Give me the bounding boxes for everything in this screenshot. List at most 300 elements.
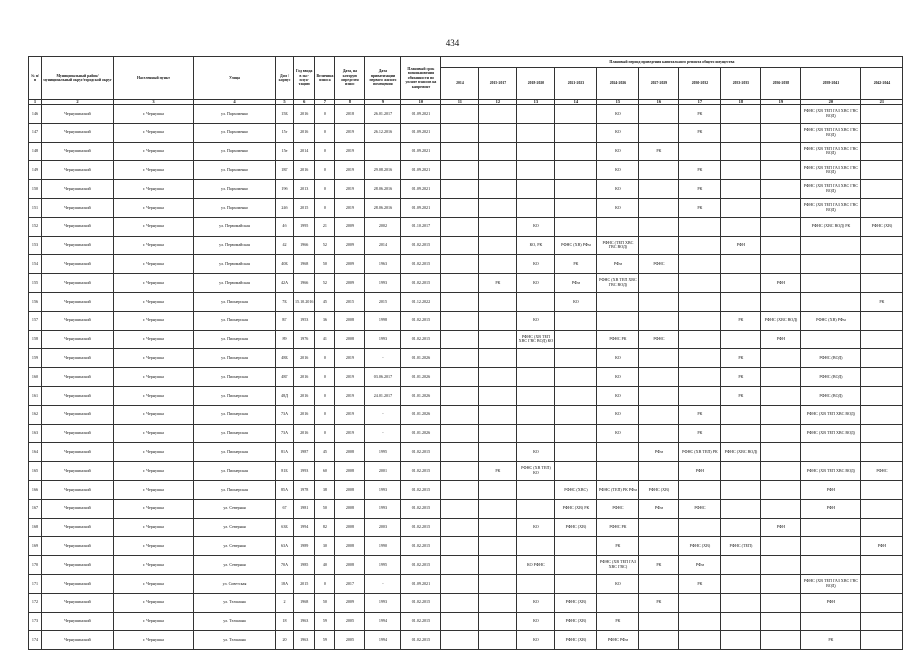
municipality-cell: Чернушинский <box>42 142 114 161</box>
row-number: 171 <box>29 574 42 593</box>
header-wear: Величина износа <box>315 57 335 100</box>
municipality-cell: Чернушинский <box>42 518 114 537</box>
period-cell <box>721 518 761 537</box>
period-cell <box>721 292 761 311</box>
period-cell: РК <box>721 386 761 405</box>
wear-cell: 0 <box>315 405 335 424</box>
row-number: 160 <box>29 368 42 387</box>
privatization-cell: 2015 <box>365 292 401 311</box>
date-cell: 2017 <box>335 574 365 593</box>
municipality-cell: Чернушинский <box>42 499 114 518</box>
period-cell <box>679 631 721 650</box>
period-cell <box>861 180 903 199</box>
locality-cell: г. Чернушка <box>114 217 194 236</box>
period-cell <box>639 368 679 387</box>
period-cell: РФНС (ХВ ТЕП ХВС ВОД) <box>801 462 861 481</box>
period-cell: РФН <box>761 518 801 537</box>
table-row <box>29 217 903 236</box>
period-cell: РФНС (ХВ ТЕП ГАЗ ХВС ГВС ВОД) <box>801 198 861 217</box>
wear-cell: 50 <box>315 499 335 518</box>
period-cell <box>597 292 639 311</box>
wear-cell: 0 <box>315 123 335 142</box>
period-cell <box>861 424 903 443</box>
period-cell <box>861 123 903 142</box>
period-cell <box>479 386 517 405</box>
street-cell: ул. Пионерская <box>194 462 276 481</box>
period-cell <box>441 123 479 142</box>
period-cell: РФм <box>639 443 679 462</box>
row-number: 157 <box>29 311 42 330</box>
period-cell: КО <box>597 123 639 142</box>
municipality-cell: Чернушинский <box>42 105 114 124</box>
period-cell: КО <box>597 424 639 443</box>
row-number: 162 <box>29 405 42 424</box>
header-period: 2018-2020 <box>517 68 555 100</box>
header-period: 2014 <box>441 68 479 100</box>
table-row <box>29 180 903 199</box>
municipality-cell: Чернушинский <box>42 255 114 274</box>
period-cell: КО <box>517 274 555 293</box>
street-cell: ул. Пионерская <box>194 424 276 443</box>
period-cell: КО <box>597 405 639 424</box>
year-cell: 1963 <box>294 612 315 631</box>
period-cell: РК <box>801 631 861 650</box>
period-cell <box>761 255 801 274</box>
period-cell <box>761 386 801 405</box>
period-cell <box>761 123 801 142</box>
locality-cell: г. Чернушка <box>114 349 194 368</box>
deadline-cell: 01.09.2021 <box>401 161 441 180</box>
deadline-cell: 01.02.2015 <box>401 518 441 537</box>
locality-cell: г. Чернушка <box>114 612 194 631</box>
period-cell <box>441 405 479 424</box>
period-cell <box>555 217 597 236</box>
row-number: 151 <box>29 198 42 217</box>
period-cell <box>517 142 555 161</box>
date-cell: 2018 <box>335 105 365 124</box>
period-cell <box>761 217 801 236</box>
period-cell <box>639 105 679 124</box>
period-cell: РФНС (ВОД) <box>801 349 861 368</box>
period-cell: РФНС (ХВ) <box>555 612 597 631</box>
municipality-cell: Чернушинский <box>42 311 114 330</box>
street-cell: ул. Пионерская <box>194 405 276 424</box>
period-cell <box>679 217 721 236</box>
capital-repair-table <box>28 56 903 650</box>
period-cell <box>441 180 479 199</box>
period-cell <box>479 368 517 387</box>
period-cell <box>761 349 801 368</box>
period-cell <box>479 217 517 236</box>
period-cell: КО <box>597 142 639 161</box>
period-cell <box>441 499 479 518</box>
period-cell <box>517 574 555 593</box>
period-cell <box>761 631 801 650</box>
period-cell: РФНС <box>861 462 903 481</box>
period-cell <box>555 330 597 349</box>
period-cell <box>479 405 517 424</box>
row-number: 159 <box>29 349 42 368</box>
header-period: 2036-2038 <box>761 68 801 100</box>
period-cell <box>639 161 679 180</box>
table-row <box>29 462 903 481</box>
privatization-cell: 26.01.2017 <box>365 105 401 124</box>
date-cell: 2008 <box>335 537 365 556</box>
period-cell <box>761 443 801 462</box>
period-cell <box>479 292 517 311</box>
house-cell: 48Г <box>276 368 294 387</box>
row-number: 158 <box>29 330 42 349</box>
street-cell: ул. Пионерская <box>194 330 276 349</box>
date-cell: 2008 <box>335 518 365 537</box>
header-house: Дом / корпус <box>276 57 294 100</box>
column-number: 20 <box>801 100 861 105</box>
municipality-cell: Чернушинский <box>42 574 114 593</box>
street-cell: ул. Советская <box>194 574 276 593</box>
period-cell <box>441 368 479 387</box>
period-cell <box>441 311 479 330</box>
house-cell: 63Б <box>276 518 294 537</box>
privatization-cell: 29.08.2016 <box>365 161 401 180</box>
locality-cell: г. Чернушка <box>114 198 194 217</box>
house-cell: 85А <box>276 480 294 499</box>
period-cell <box>555 198 597 217</box>
period-cell: КО <box>597 105 639 124</box>
table-row <box>29 198 903 217</box>
period-cell: РФНС (ХВ) <box>639 480 679 499</box>
table-row <box>29 405 903 424</box>
period-cell: РФНС (ХВС ВОД) <box>761 311 801 330</box>
period-cell <box>441 198 479 217</box>
privatization-cell: 1993 <box>365 480 401 499</box>
period-cell <box>479 236 517 255</box>
period-cell: РК <box>721 349 761 368</box>
period-cell <box>479 198 517 217</box>
period-cell: РФНС (ХВС) <box>555 480 597 499</box>
locality-cell: г. Чернушка <box>114 180 194 199</box>
house-cell: 15Б <box>276 105 294 124</box>
year-cell: 1981 <box>294 499 315 518</box>
house-cell: 73А <box>276 424 294 443</box>
period-cell: РК <box>721 311 761 330</box>
date-cell: 2019 <box>335 386 365 405</box>
column-number: 16 <box>639 100 679 105</box>
deadline-cell: 01.02.2015 <box>401 480 441 499</box>
period-cell <box>479 105 517 124</box>
period-cell: КО <box>597 574 639 593</box>
row-number: 153 <box>29 236 42 255</box>
privatization-cell: 26.12.2016 <box>365 123 401 142</box>
period-cell <box>761 198 801 217</box>
street-cell: ул. Северная <box>194 537 276 556</box>
period-cell: РФН <box>721 236 761 255</box>
period-cell <box>639 612 679 631</box>
period-cell <box>721 198 761 217</box>
period-cell <box>479 142 517 161</box>
period-cell <box>761 105 801 124</box>
column-number: 9 <box>365 100 401 105</box>
house-cell: 7Б <box>276 292 294 311</box>
period-cell: РФН <box>761 330 801 349</box>
period-cell: РФНС (ВОД) <box>801 368 861 387</box>
period-cell <box>517 123 555 142</box>
period-cell: РФНС (ХВС ВОД) <box>721 443 761 462</box>
row-number: 161 <box>29 386 42 405</box>
locality-cell: г. Чернушка <box>114 631 194 650</box>
table-row <box>29 330 903 349</box>
date-cell: 2019 <box>335 424 365 443</box>
period-cell: РФНС (ХВ ТЕП ГАЗ ХВС ГВС ВОД) <box>801 180 861 199</box>
house-cell: 4б <box>276 217 294 236</box>
table-row <box>29 274 903 293</box>
house-cell: 2 <box>276 593 294 612</box>
period-cell: РК <box>679 424 721 443</box>
date-cell: 2008 <box>335 443 365 462</box>
period-cell <box>479 349 517 368</box>
table-row <box>29 499 903 518</box>
table-row <box>29 443 903 462</box>
period-cell <box>679 480 721 499</box>
table-row <box>29 255 903 274</box>
period-cell <box>479 631 517 650</box>
column-number: 10 <box>401 100 441 105</box>
street-cell: ул. Пионерская <box>194 386 276 405</box>
header-status-date: Дата, на которую определен износ <box>335 57 365 100</box>
locality-cell: г. Чернушка <box>114 123 194 142</box>
period-cell <box>861 161 903 180</box>
period-cell <box>721 424 761 443</box>
header-year-built: Год ввода в экс-плуа-тацию <box>294 57 315 100</box>
year-cell: 2015 <box>294 574 315 593</box>
period-cell <box>517 537 555 556</box>
house-cell: 48Б <box>276 349 294 368</box>
period-cell: РК <box>597 612 639 631</box>
period-cell: РФНС (ХВ ТЕП ХВС ГВС ВОД) <box>597 274 639 293</box>
period-cell <box>861 612 903 631</box>
privatization-cell <box>365 142 401 161</box>
date-cell: 2009 <box>335 236 365 255</box>
privatization-cell: 2003 <box>365 518 401 537</box>
locality-cell: г. Чернушка <box>114 142 194 161</box>
deadline-cell: 01.02.2015 <box>401 255 441 274</box>
period-cell <box>555 405 597 424</box>
row-number: 156 <box>29 292 42 311</box>
period-cell <box>761 142 801 161</box>
street-cell: ул. Северная <box>194 556 276 575</box>
locality-cell: г. Чернушка <box>114 236 194 255</box>
locality-cell: г. Чернушка <box>114 368 194 387</box>
period-cell: РК <box>597 537 639 556</box>
period-cell: КО <box>517 612 555 631</box>
deadline-cell: 01.02.2015 <box>401 236 441 255</box>
period-cell <box>479 499 517 518</box>
privatization-cell: 1994 <box>365 612 401 631</box>
year-cell: 1978 <box>294 480 315 499</box>
date-cell: 2009 <box>335 274 365 293</box>
period-cell <box>679 368 721 387</box>
year-cell: 2016 <box>294 123 315 142</box>
period-cell <box>639 537 679 556</box>
street-cell: ул. Пионерская <box>194 311 276 330</box>
period-cell: РФНС (ТЕП ХВС ГВС ВОД) <box>597 236 639 255</box>
date-cell: 2019 <box>335 180 365 199</box>
period-cell <box>861 274 903 293</box>
period-cell <box>597 593 639 612</box>
period-cell <box>441 386 479 405</box>
period-cell <box>861 593 903 612</box>
period-cell <box>679 274 721 293</box>
privatization-cell: 1993 <box>365 330 401 349</box>
period-cell <box>801 236 861 255</box>
period-cell <box>517 480 555 499</box>
privatization-cell: - <box>365 349 401 368</box>
year-cell: 2016 <box>294 161 315 180</box>
period-cell: РФНС РФм <box>597 631 639 650</box>
deadline-cell: 01.02.2015 <box>401 499 441 518</box>
date-cell: 2019 <box>335 349 365 368</box>
column-number: 18 <box>721 100 761 105</box>
period-cell <box>639 386 679 405</box>
period-cell: КО РФНС <box>517 556 555 575</box>
deadline-cell: 01.02.2015 <box>401 462 441 481</box>
deadline-cell: 01.09.2021 <box>401 198 441 217</box>
year-cell: 15.10.2016 <box>294 292 315 311</box>
period-cell: РФНС (ТЕП) РК РФм <box>597 480 639 499</box>
row-number: 146 <box>29 105 42 124</box>
deadline-cell: 01.02.2015 <box>401 537 441 556</box>
column-number: 3 <box>114 100 194 105</box>
period-cell: РФНС (ТЕП) <box>721 537 761 556</box>
period-cell <box>479 255 517 274</box>
street-cell: ул. Пархоменко <box>194 198 276 217</box>
row-number: 169 <box>29 537 42 556</box>
period-cell <box>479 612 517 631</box>
table-row <box>29 236 903 255</box>
period-cell <box>441 274 479 293</box>
house-cell: 73А <box>276 405 294 424</box>
period-cell: РФНС (ХВ ТЕП ГАЗ ХВС ГВС ВОД) <box>801 123 861 142</box>
row-number: 174 <box>29 631 42 650</box>
header-street: Улица <box>194 57 276 100</box>
period-cell <box>761 236 801 255</box>
deadline-cell: 01.12.2022 <box>401 292 441 311</box>
period-cell <box>721 180 761 199</box>
period-cell <box>721 217 761 236</box>
house-cell: 20 <box>276 631 294 650</box>
row-number: 166 <box>29 480 42 499</box>
period-cell <box>721 462 761 481</box>
period-cell: РФНС (ХВ ТЕП ХВС ГВС ВОД) КО <box>517 330 555 349</box>
wear-cell: 41 <box>315 330 335 349</box>
deadline-cell: 01.02.2015 <box>401 330 441 349</box>
deadline-cell: 01.09.2021 <box>401 180 441 199</box>
period-cell: КО <box>597 198 639 217</box>
year-cell: 1968 <box>294 255 315 274</box>
privatization-cell: 1993 <box>365 274 401 293</box>
municipality-cell: Чернушинский <box>42 368 114 387</box>
period-cell <box>555 311 597 330</box>
period-cell <box>441 236 479 255</box>
period-cell <box>441 424 479 443</box>
wear-cell: 0 <box>315 386 335 405</box>
privatization-cell: 1990 <box>365 537 401 556</box>
header-row <box>29 57 903 68</box>
period-cell: КО <box>517 217 555 236</box>
period-cell: РК <box>679 180 721 199</box>
period-cell: КО, РК <box>517 236 555 255</box>
period-cell <box>761 556 801 575</box>
row-number: 148 <box>29 142 42 161</box>
period-cell <box>479 537 517 556</box>
period-cell <box>441 161 479 180</box>
privatization-cell: - <box>365 424 401 443</box>
period-cell <box>639 292 679 311</box>
table-row <box>29 105 903 124</box>
locality-cell: г. Чернушка <box>114 518 194 537</box>
deadline-cell: 01.02.2015 <box>401 612 441 631</box>
period-cell <box>517 405 555 424</box>
period-cell <box>479 574 517 593</box>
municipality-cell: Чернушинский <box>42 612 114 631</box>
period-cell <box>479 556 517 575</box>
house-cell: 18Г <box>276 161 294 180</box>
period-cell: РК <box>479 462 517 481</box>
period-cell <box>721 612 761 631</box>
house-cell: 67 <box>276 499 294 518</box>
period-cell <box>801 612 861 631</box>
table-body <box>29 105 903 650</box>
row-number: 167 <box>29 499 42 518</box>
municipality-cell: Чернушинский <box>42 593 114 612</box>
period-cell <box>721 142 761 161</box>
row-number: 172 <box>29 593 42 612</box>
table-row <box>29 161 903 180</box>
period-cell <box>479 180 517 199</box>
period-cell <box>479 123 517 142</box>
period-cell <box>441 292 479 311</box>
period-cell <box>441 105 479 124</box>
period-cell: РФНС (ХВ ТЕП ХВС ВОД) <box>801 405 861 424</box>
year-cell: 2015 <box>294 198 315 217</box>
column-number: 19 <box>761 100 801 105</box>
period-cell <box>761 612 801 631</box>
deadline-cell: 01.02.2015 <box>401 631 441 650</box>
period-cell <box>861 574 903 593</box>
year-cell: 1989 <box>294 537 315 556</box>
locality-cell: г. Чернушка <box>114 255 194 274</box>
period-cell <box>679 593 721 612</box>
date-cell: 2008 <box>335 462 365 481</box>
date-cell: 2008 <box>335 499 365 518</box>
deadline-cell: 01.01.2026 <box>401 349 441 368</box>
period-cell: КО <box>597 161 639 180</box>
period-cell: РК <box>679 405 721 424</box>
row-number: 165 <box>29 462 42 481</box>
municipality-cell: Чернушинский <box>42 123 114 142</box>
period-cell <box>639 123 679 142</box>
period-cell <box>721 593 761 612</box>
period-cell <box>441 574 479 593</box>
privatization-cell: 28.06.2016 <box>365 198 401 217</box>
row-number: 170 <box>29 556 42 575</box>
period-cell <box>555 161 597 180</box>
deadline-cell: 01.01.2026 <box>401 424 441 443</box>
municipality-cell: Чернушинский <box>42 631 114 650</box>
table-row <box>29 537 903 556</box>
period-cell: РК <box>679 123 721 142</box>
date-cell: 2005 <box>335 612 365 631</box>
house-cell: 19б <box>276 180 294 199</box>
